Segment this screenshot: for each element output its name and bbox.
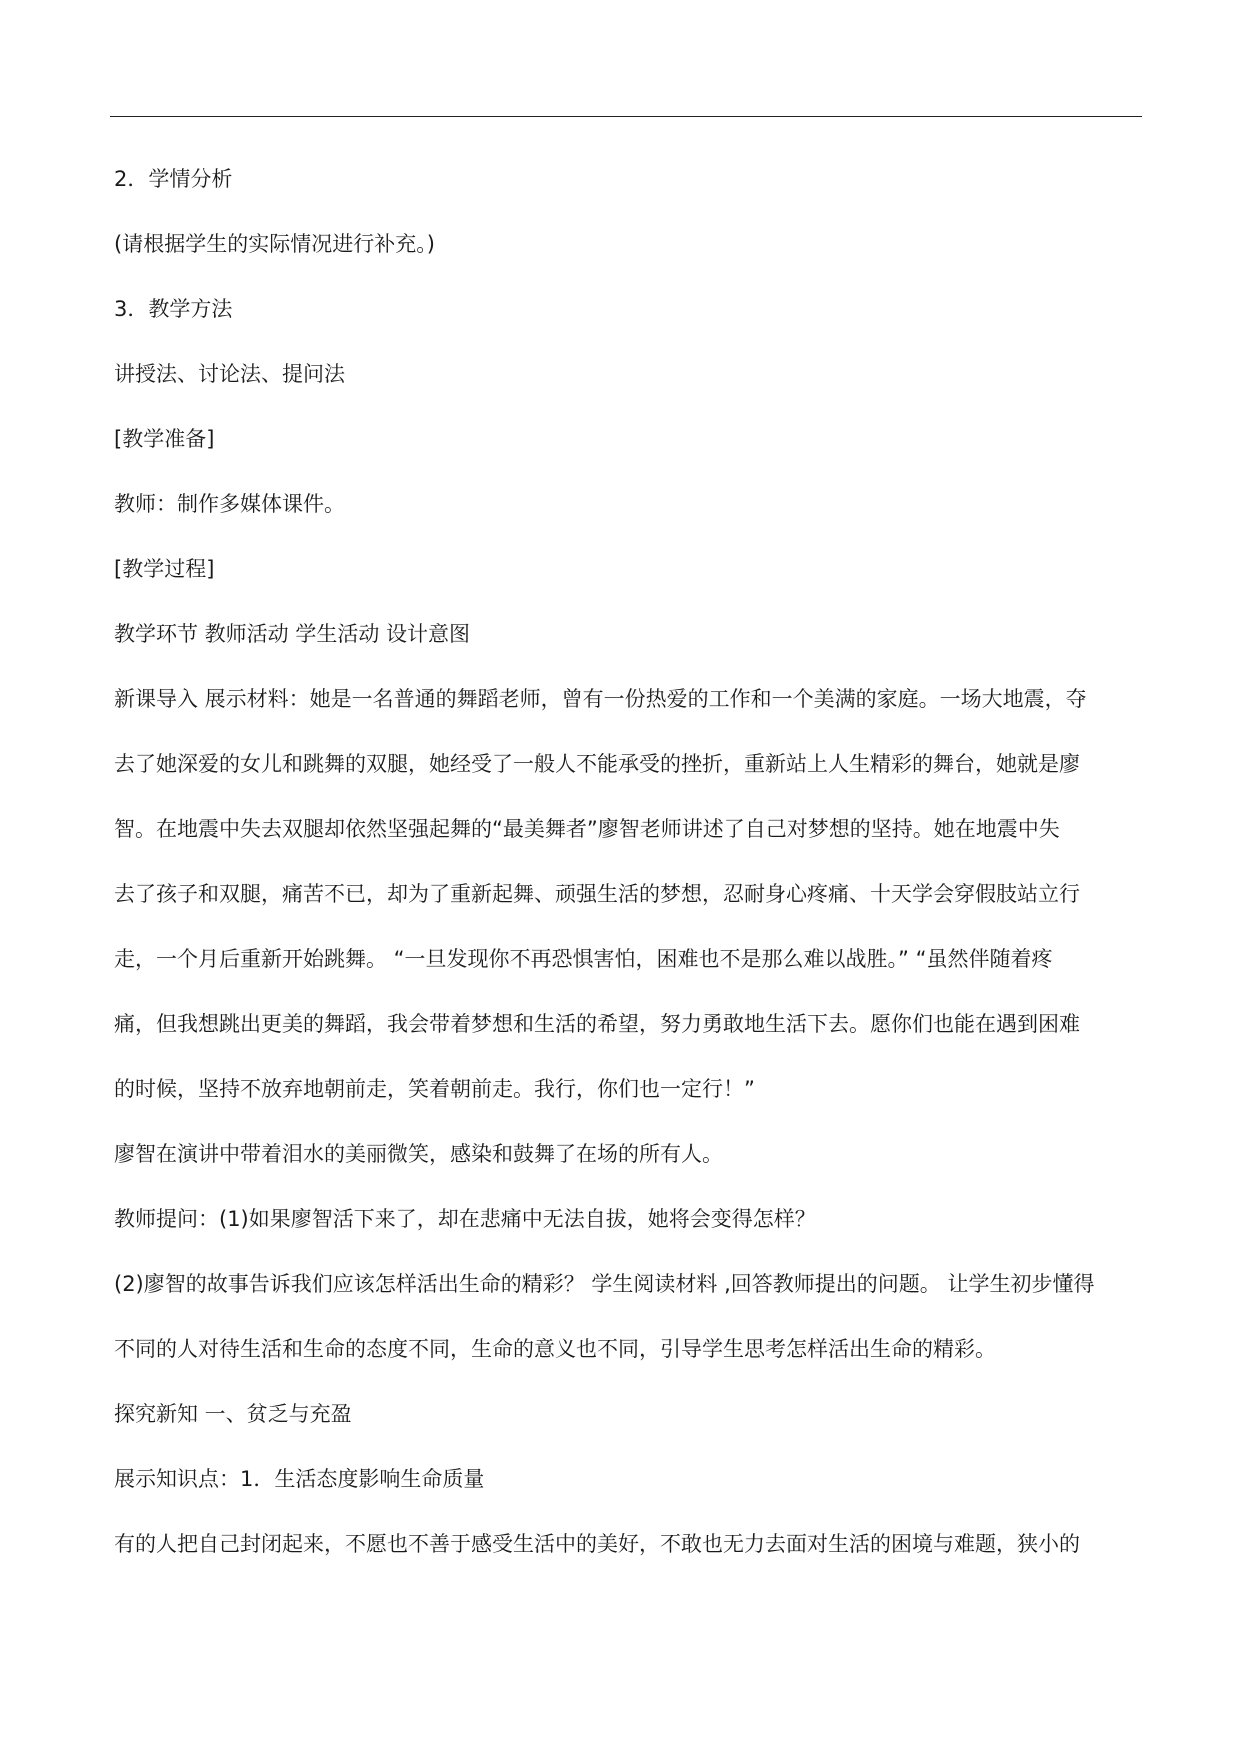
section-heading-teaching-methods: 3．教学方法 (114, 297, 233, 321)
text-line: 教师提问：(1)如果廖智活下来了，却在悲痛中无法自拔，她将会变得怎样？ (114, 1207, 816, 1231)
paragraph-line: 智。在地震中失去双腿却依然坚强起舞的“最美舞者”廖智老师讲述了自己对梦想的坚持。她在地震中失 (114, 817, 1060, 841)
paragraph-line: 不同的人对待生活和生命的态度不同，生命的意义也不同，引导学生思考怎样活出生命的精彩。 (114, 1337, 996, 1361)
paragraph-line: 走，一个月后重新开始跳舞。 “一旦发现你不再恐惧害怕，困难也不是那么难以战胜。” “虽然伴随着疼 (114, 947, 1053, 971)
text-line: 有的人把自己封闭起来，不愿也不善于感受生活中的美好，不敢也无力去面对生活的困境与难题，狭小的 (114, 1532, 1080, 1556)
header-rule (110, 116, 1142, 117)
paragraph-line: 痛，但我想跳出更美的舞蹈，我会带着梦想和生活的希望，努力勇敢地生活下去。愿你们也能在遇到困难 (114, 1012, 1080, 1036)
section-heading-student-analysis: 2．学情分析 (114, 167, 233, 191)
text-line: (请根据学生的实际情况进行补充。) (114, 232, 435, 256)
paragraph-line: (2)廖智的故事告诉我们应该怎样活出生命的精彩？ 学生阅读材料 ,回答教师提出的问题。 让学生初步懂得 (114, 1272, 1095, 1296)
paragraph-line: 去了孩子和双腿，痛苦不已，却为了重新起舞、顽强生活的梦想，忍耐身心疼痛、十天学会穿假肢站立行 (114, 882, 1080, 906)
paragraph-question (114, 1268, 1144, 1365)
text-line: 教师：制作多媒体课件。 (114, 492, 345, 516)
table-header-line: 教学环节 教师活动 学生活动 设计意图 (114, 622, 471, 646)
section-label-process: [教学过程] (114, 557, 215, 581)
paragraph-intro-material (114, 683, 1144, 1105)
section-label-preparation: [教学准备] (114, 427, 215, 451)
text-line: 廖智在演讲中带着泪水的美丽微笑，感染和鼓舞了在场的所有人。 (114, 1142, 723, 1166)
document-body (114, 163, 1144, 1560)
paragraph-line: 的时候，坚持不放弃地朝前走，笑着朝前走。我行，你们也一定行！” (114, 1077, 755, 1101)
text-line: 讲授法、讨论法、提问法 (114, 362, 345, 386)
paragraph-line: 去了她深爱的女儿和跳舞的双腿，她经受了一般人不能承受的挫折，重新站上人生精彩的舞台，她就是廖 (114, 752, 1080, 776)
paragraph-line: 新课导入 展示材料：她是一名普通的舞蹈老师，曾有一份热爱的工作和一个美满的家庭。一场大地震，夺 (114, 687, 1087, 711)
text-line: 展示知识点：1．生活态度影响生命质量 (114, 1467, 485, 1491)
section-heading-explore: 探究新知 一、贫乏与充盈 (114, 1402, 352, 1426)
